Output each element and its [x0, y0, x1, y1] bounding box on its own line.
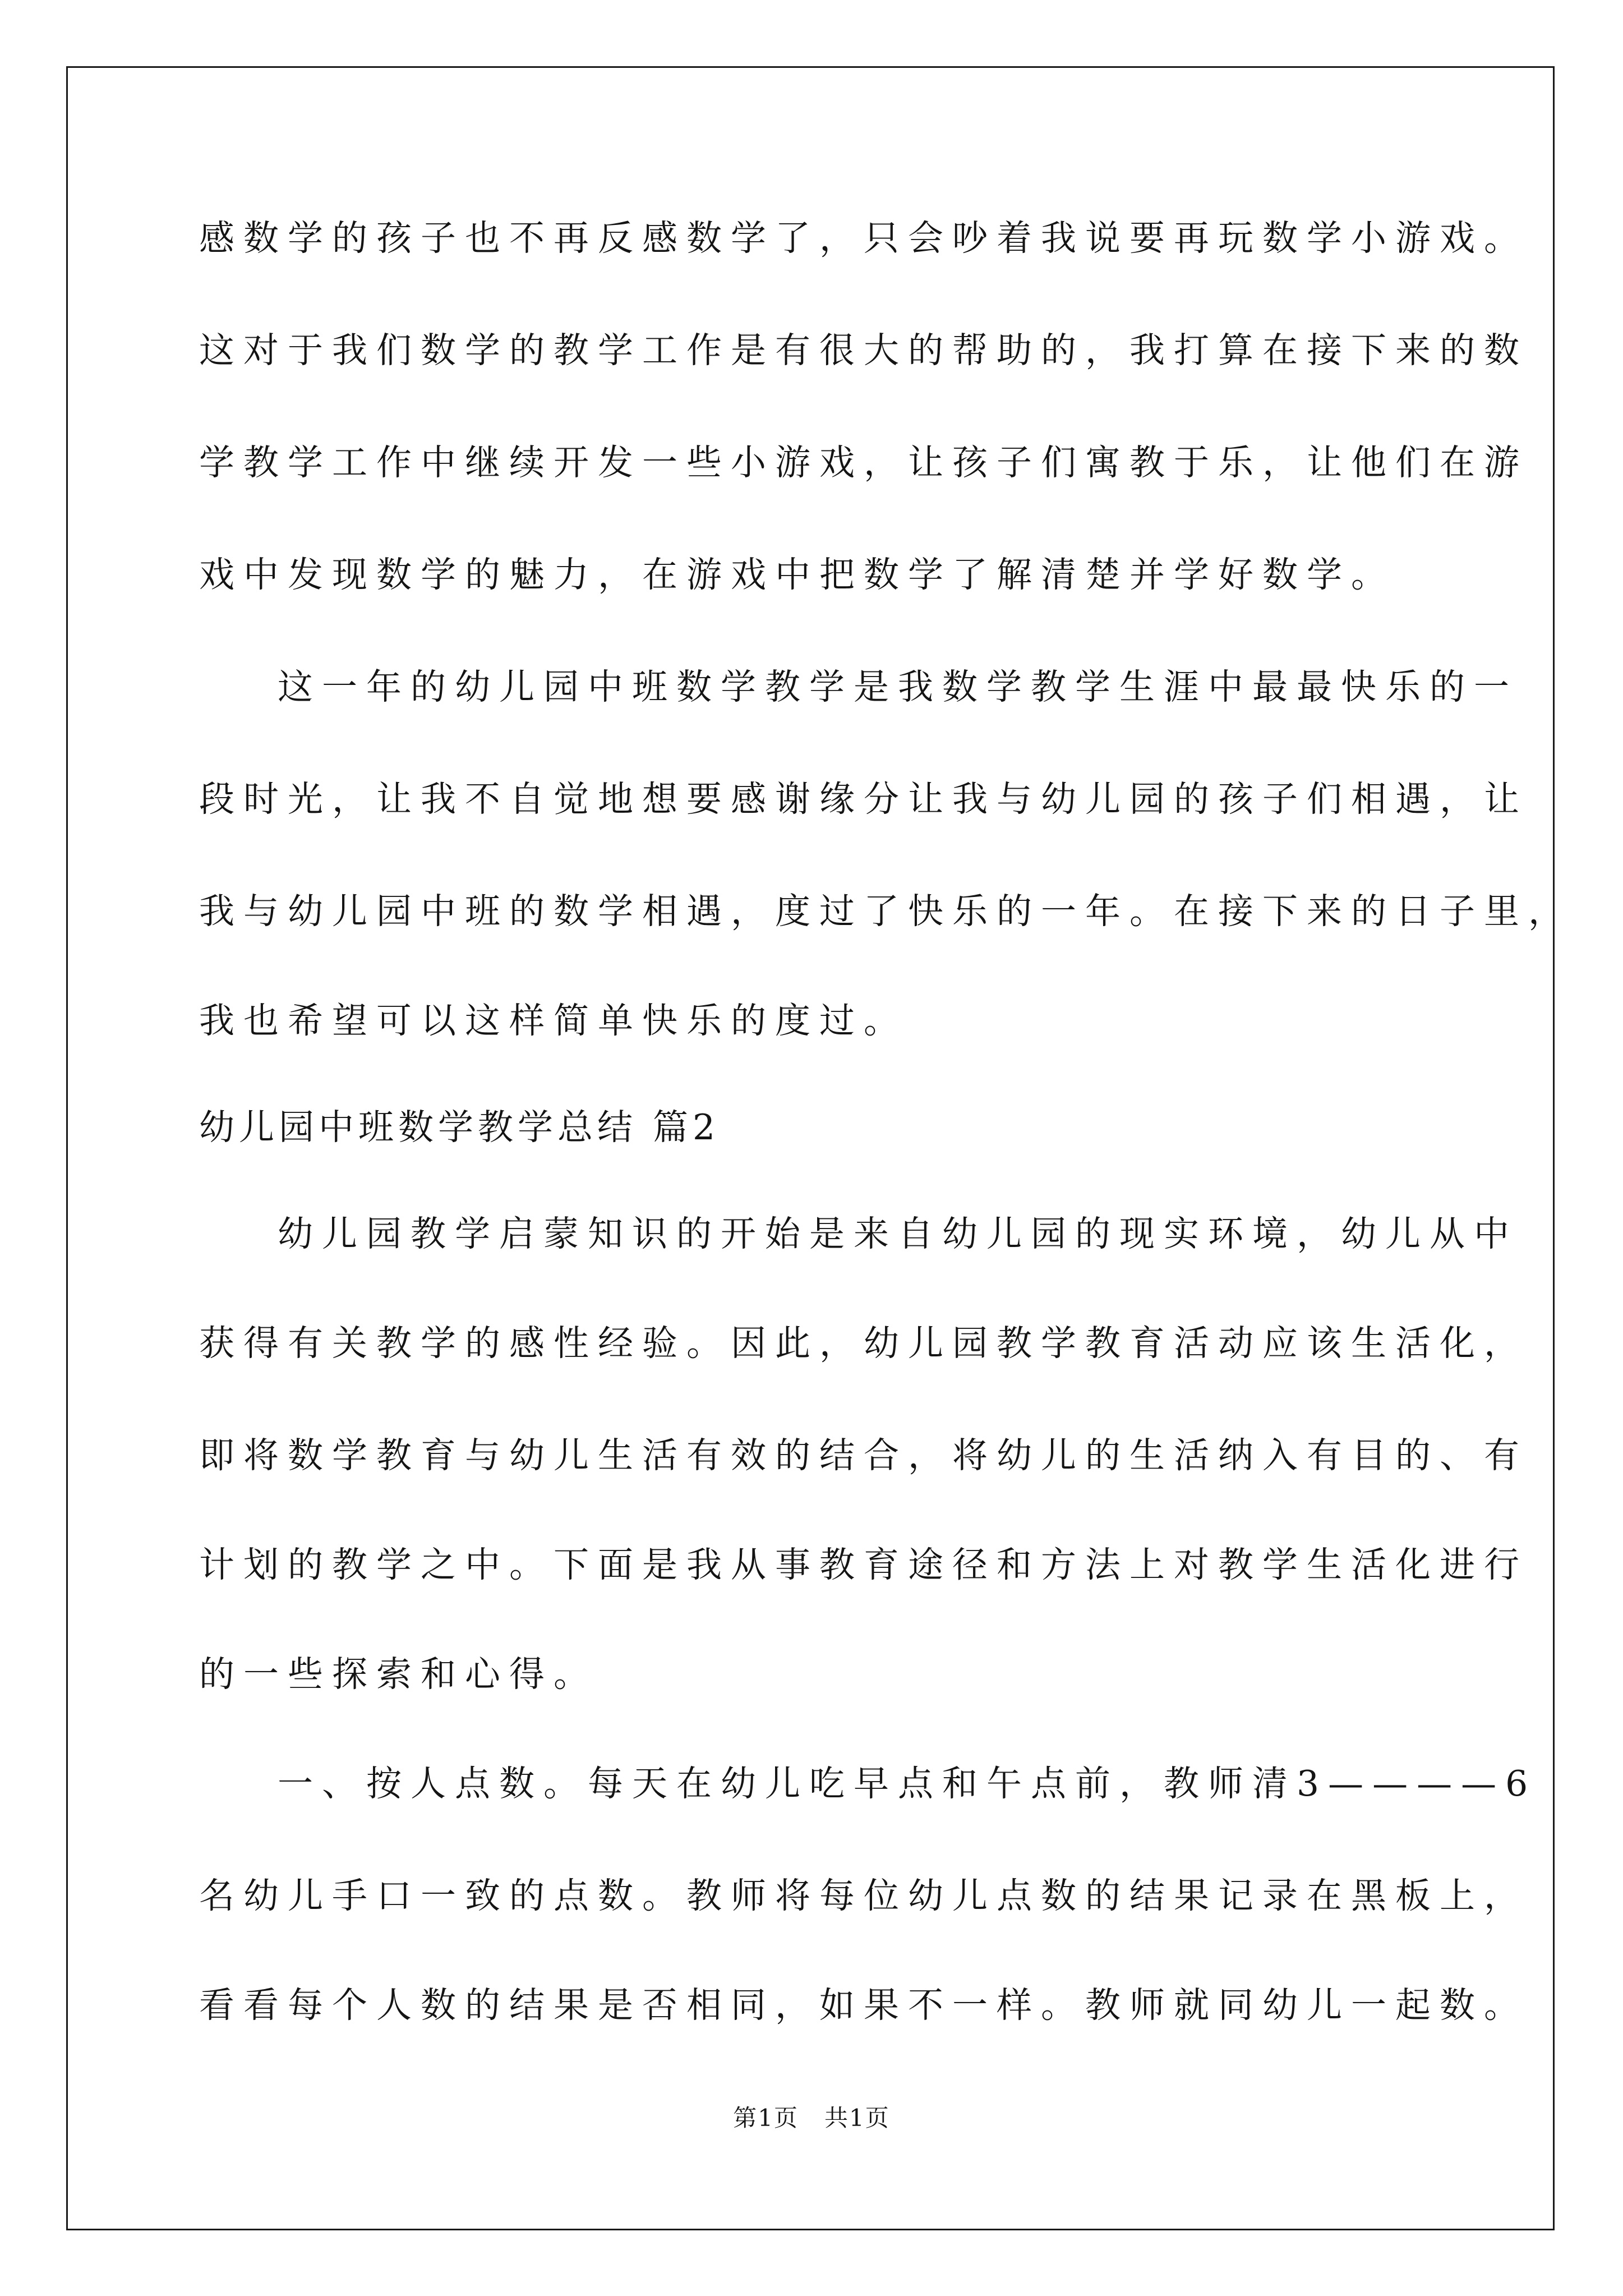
paragraph-line: 即将数学教育与幼儿生活有效的结合，将幼儿的生活纳入有目的、有	[199, 1435, 1528, 1476]
paragraph-line: 获得有关教学的感性经验。因此，幼儿园教学教育活动应该生活化，	[199, 1323, 1528, 1364]
paragraph-line: 计划的教学之中。下面是我从事教育途径和方法上对教学生活化进行	[199, 1544, 1528, 1585]
paragraph-line: 感数学的孩子也不再反感数学了，只会吵着我说要再玩数学小游戏。	[199, 218, 1528, 259]
section-heading: 幼儿园中班数学教学总结 篇2	[199, 1107, 720, 1148]
paragraph-line: 这一年的幼儿园中班数学教学是我数学教学生涯中最最快乐的一	[278, 666, 1518, 707]
paragraph-line: 我也希望可以这样简单快乐的度过。	[199, 1000, 908, 1041]
paragraph-line: 名幼儿手口一致的点数。教师将每位幼儿点数的结果记录在黑板上，	[199, 1875, 1528, 1916]
paragraph-line: 我与幼儿园中班的数学相遇，度过了快乐的一年。在接下来的日子里，	[199, 891, 1573, 932]
paragraph-line: 这对于我们数学的教学工作是有很大的帮助的，我打算在接下来的数	[199, 330, 1528, 371]
paragraph-line: 学教学工作中继续开发一些小游戏，让孩子们寓教于乐，让他们在游	[199, 442, 1528, 483]
paragraph-line: 段时光，让我不自觉地想要感谢缘分让我与幼儿园的孩子们相遇，让	[199, 779, 1528, 820]
paragraph-line: 看看每个人数的结果是否相同，如果不一样。教师就同幼儿一起数。	[199, 1985, 1528, 2026]
paragraph-line: 一、按人点数。每天在幼儿吃早点和午点前，教师清3————6	[278, 1763, 1537, 1804]
paragraph-line: 戏中发现数学的魅力，在游戏中把数学了解清楚并学好数学。	[199, 554, 1395, 595]
page-footer: 第1页 共1页	[733, 2104, 890, 2132]
paragraph-line: 的一些探索和心得。	[199, 1654, 598, 1695]
paragraph-line: 幼儿园教学启蒙知识的开始是来自幼儿园的现实环境，幼儿从中	[278, 1213, 1518, 1254]
